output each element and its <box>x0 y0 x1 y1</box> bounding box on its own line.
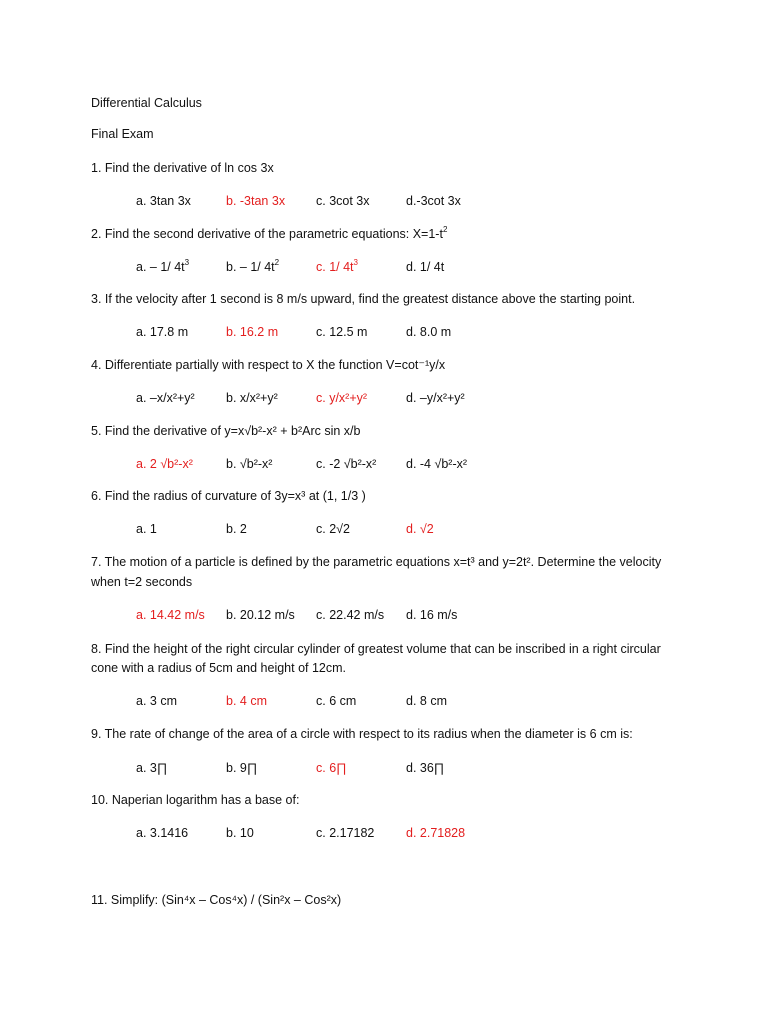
question-2-text: 2. Find the second derivative of the parametric equations: X=1-t <box>91 227 443 241</box>
option-d: d. 8 cm <box>406 694 447 708</box>
option-c: c. 6 cm <box>316 694 357 708</box>
option-c: c. 22.42 m/s <box>316 608 385 622</box>
exam-title: Final Exam <box>91 127 154 141</box>
options-6 <box>0 521 768 537</box>
option-d-correct: d. √2 <box>406 522 434 536</box>
question-6: 6. Find the radius of curvature of 3y=x³ at (1, 1/3 ) <box>91 489 366 503</box>
options-8 <box>0 693 768 709</box>
option-a: a. 1 <box>136 522 157 536</box>
question-11: 11. Simplify: (Sin⁴x – Cos⁴x) / (Sin²x – Cos²x) <box>91 893 342 907</box>
option-a-correct: a. 2 √b²-x² <box>136 457 193 471</box>
option-c-correct: c. 6∏ <box>316 761 347 775</box>
exponent: 2 <box>442 224 448 234</box>
option-d: d. -4 √b²-x² <box>406 457 468 471</box>
question-1: 1. Find the derivative of ln cos 3x <box>91 161 274 175</box>
option-c: c. -2 √b²-x² <box>316 457 377 471</box>
option-d: d. 36∏ <box>406 761 445 775</box>
question-10: 10. Naperian logarithm has a base of: <box>91 793 300 807</box>
question-7-continued: when t=2 seconds <box>91 575 193 589</box>
options-7 <box>0 607 768 623</box>
options-1 <box>0 193 768 209</box>
options-4 <box>0 390 768 406</box>
option-d: d. 1/ 4t <box>406 260 445 274</box>
option-d: d. 16 m/s <box>406 608 458 622</box>
options-3 <box>0 324 768 340</box>
option-b-correct: b. 16.2 m <box>226 325 279 339</box>
option-c-correct: c. y/x²+y² <box>316 391 368 405</box>
course-title: Differential Calculus <box>91 96 202 110</box>
exponent: 3 <box>353 257 358 267</box>
option-b: b. 2 <box>226 522 247 536</box>
option-c: c. 2.17182 <box>316 826 375 840</box>
option-a <box>136 259 189 275</box>
option-c-text: c. 1/ 4t <box>316 260 354 274</box>
question-9: 9. The rate of change of the area of a circle with respect to its radius when the diameter is 6 cm is: <box>91 727 633 741</box>
question-2 <box>91 226 447 242</box>
option-a: a. 3 cm <box>136 694 177 708</box>
option-b: b. 10 <box>226 826 254 840</box>
option-c: c. 12.5 m <box>316 325 368 339</box>
exponent: 3 <box>184 257 190 267</box>
option-b <box>226 259 279 275</box>
options-5 <box>0 456 768 472</box>
question-5: 5. Find the derivative of y=x√b²-x² + b²Arc sin x/b <box>91 424 361 438</box>
option-d-correct: d. 2.71828 <box>406 826 466 840</box>
option-b-correct: b. -3tan 3x <box>226 194 286 208</box>
options-10 <box>0 825 768 841</box>
option-d: d. –y/x²+y² <box>406 391 465 405</box>
option-b: b. 20.12 m/s <box>226 608 295 622</box>
option-a-correct: a. 14.42 m/s <box>136 608 205 622</box>
options-9 <box>0 760 768 776</box>
option-d: d.-3cot 3x <box>406 194 461 208</box>
option-b: b. x/x²+y² <box>226 391 278 405</box>
question-8-continued: cone with a radius of 5cm and height of 12cm. <box>91 661 347 675</box>
option-c: c. 3cot 3x <box>316 194 370 208</box>
option-b: b. 9∏ <box>226 761 258 775</box>
option-a: a. –x/x²+y² <box>136 391 195 405</box>
option-a-text: a. – 1/ 4t <box>136 260 185 274</box>
option-a: a. 3.1416 <box>136 826 189 840</box>
option-c: c. 2√2 <box>316 522 350 536</box>
option-a: a. 3∏ <box>136 761 168 775</box>
exponent: 2 <box>274 257 280 267</box>
option-b-text: b. – 1/ 4t <box>226 260 275 274</box>
option-c-correct <box>316 259 358 275</box>
options-2 <box>0 259 768 275</box>
option-d: d. 8.0 m <box>406 325 452 339</box>
option-a: a. 3tan 3x <box>136 194 191 208</box>
question-3: 3. If the velocity after 1 second is 8 m/s upward, find the greatest distance above the starting point. <box>91 292 636 306</box>
option-b: b. √b²-x² <box>226 457 273 471</box>
option-a: a. 17.8 m <box>136 325 189 339</box>
question-7: 7. The motion of a particle is defined by the parametric equations x=t³ and y=2t². Determine the velocity <box>91 555 662 569</box>
question-4: 4. Differentiate partially with respect to X the function V=cot⁻¹y/x <box>91 358 446 372</box>
question-8: 8. Find the height of the right circular cylinder of greatest volume that can be inscribed in a right circular <box>91 642 661 656</box>
option-b-correct: b. 4 cm <box>226 694 267 708</box>
